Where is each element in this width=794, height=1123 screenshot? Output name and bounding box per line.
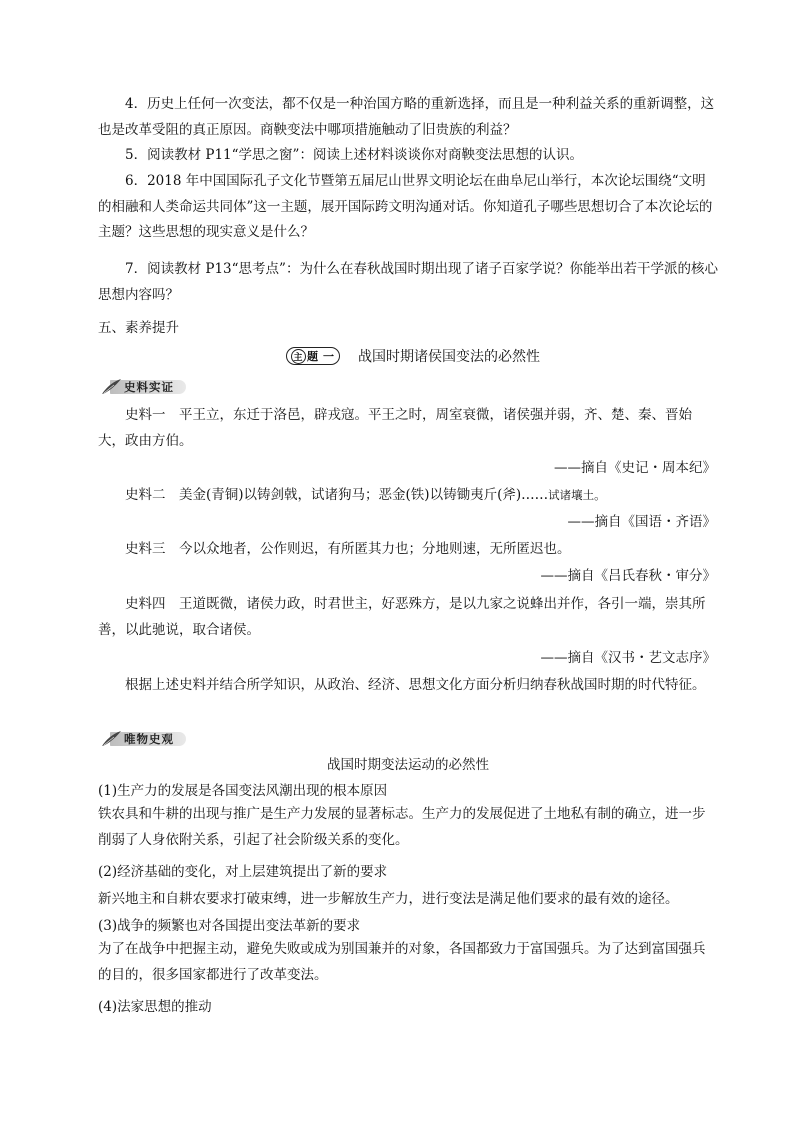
source-3: 史料三 今以众地者，公作则迟，有所匿其力也；分地则速，无所匿迟也。 — [125, 541, 571, 557]
source-1-citation: ——摘自《史记・周本纪》 — [554, 460, 716, 476]
source-2-tail: 试诸壤土。 — [548, 488, 606, 502]
question-6: 6．2018 年中国国际孔子文化节暨第五届尼山世界文明论坛在曲阜尼山举行，本次论坛围绕“文明的相融和人类命运共同体”这一主题，展开国际跨文明沟通对话。你知道孔子哪些思想切合了本次论坛的主题？这些思想的现实意义是什么？ — [98, 173, 713, 240]
analysis-point-3-heading: (3)战争的频繁也对各国提出变法革新的要求 — [98, 918, 361, 934]
section-title: 五、素养提升 — [98, 320, 179, 336]
source-1: 史料一 平王立，东迁于洛邑，辟戎寇。平王之时，周室衰微，诸侯强并弱，齐、楚、秦、晋始大，政由方伯。 — [98, 407, 692, 449]
source-2 — [125, 485, 606, 505]
theme-badge — [286, 347, 340, 365]
analysis-point-3-body: 为了在战争中把握主动，避免失败或成为别国兼并的对象，各国都致力于富国强兵。为了达到富国强兵的目的，很多国家都进行了改革变法。 — [98, 941, 706, 983]
theme-badge-char: 主 — [291, 349, 306, 364]
tag-label: 唯物史观 — [124, 732, 174, 746]
section-tag-historical-materialism — [100, 730, 186, 748]
question-7: 7．阅读教材 P13“思考点”：为什么在春秋战国时期出现了诸子百家学说？你能举出若干学派的核心思想内容吗？ — [98, 261, 718, 303]
theme-badge-char: 题 — [307, 350, 319, 363]
question-4: 4．历史上任何一次变法，都不仅是一种治国方略的重新选择，而且是一种利益关系的重新调整，这也是改革受阻的真正原因。商鞅变法中哪项措施触动了旧贵族的利益？ — [98, 96, 715, 138]
section-tag-historical-evidence — [100, 378, 186, 396]
source-3-citation: ——摘自《吕氏春秋・审分》 — [540, 568, 716, 584]
source-2-main: 史料二 美金(青铜)以铸剑戟，试诸狗马；恶金(铁)以铸锄夷斤(斧)…… — [125, 487, 549, 503]
source-4: 史料四 王道既微，诸侯力政，时君世主，好恶殊方，是以九家之说蜂出并作，各引一端，崇其所善，以此驰说，取合诸侯。 — [98, 596, 706, 638]
quill-icon — [100, 730, 124, 748]
tag-label: 史料实证 — [124, 380, 174, 394]
theme-heading — [286, 345, 540, 367]
question-5: 5．阅读教材 P11“学思之窗”：阅读上述材料谈谈你对商鞅变法思想的认识。 — [125, 147, 583, 163]
theme-badge-char: 一 — [323, 350, 335, 363]
analysis-point-2-body: 新兴地主和自耕农要求打破束缚，进一步解放生产力，进行变法是满足他们要求的最有效的途径。 — [98, 891, 679, 907]
analysis-title: 战国时期变法运动的必然性 — [327, 757, 489, 773]
sources-question: 根据上述史料并结合所学知识，从政治、经济、思想文化方面分析归纳春秋战国时期的时代特征。 — [125, 677, 706, 693]
theme-title: 战国时期诸侯国变法的必然性 — [358, 349, 540, 365]
analysis-point-1-heading: (1)生产力的发展是各国变法风潮出现的根本原因 — [98, 783, 388, 799]
quill-icon — [100, 378, 124, 396]
analysis-point-4-heading: (4)法家思想的推动 — [98, 999, 212, 1015]
source-2-citation: ——摘自《国语・齐语》 — [567, 514, 716, 530]
analysis-point-2-heading: (2)经济基础的变化，对上层建筑提出了新的要求 — [98, 864, 388, 880]
source-4-citation: ——摘自《汉书・艺文志序》 — [540, 650, 716, 666]
analysis-point-1-body: 铁农具和牛耕的出现与推广是生产力发展的显著标志。生产力的发展促进了土地私有制的确立，进一步削弱了人身依附关系，引起了社会阶级关系的变化。 — [98, 806, 706, 848]
